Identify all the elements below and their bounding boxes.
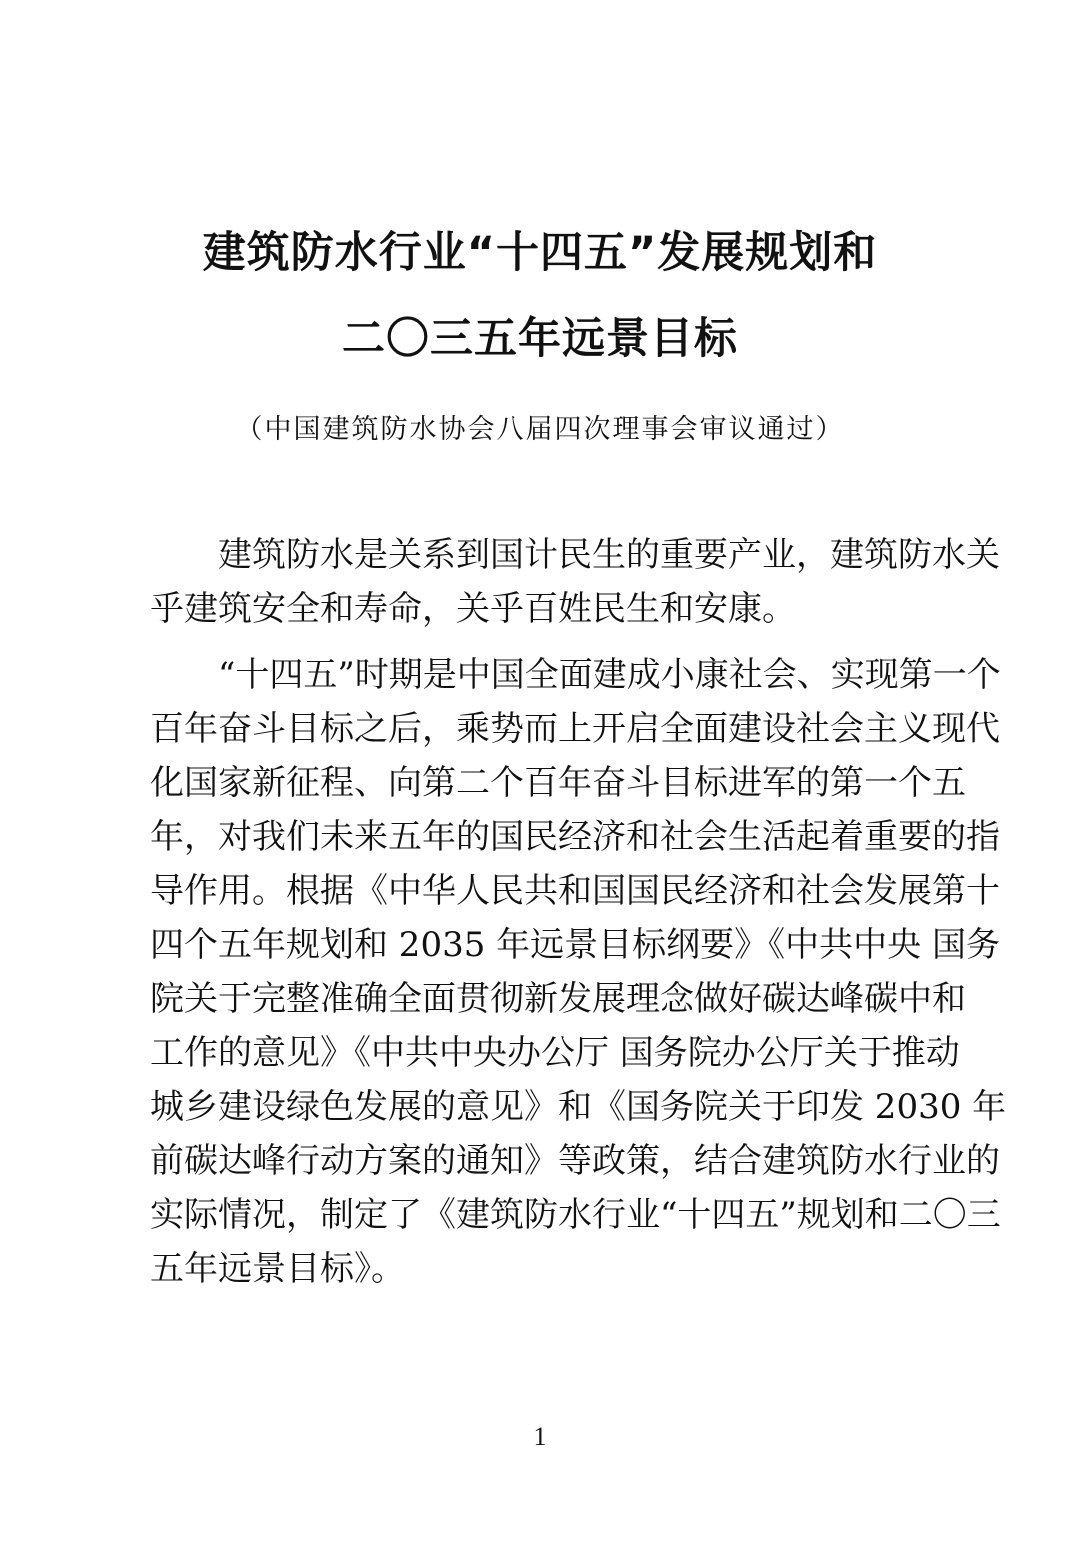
paragraph-1-line: 乎建筑安全和寿命，关乎百姓民生和安康。 [150,589,796,629]
paragraph-2-line: 四个五年规划和 2035 年远景目标纲要》《中共中央 国务 [150,925,1000,965]
paragraph-2-line: 导作用。根据《中华人民共和国国民经济和社会发展第十 [150,871,1000,911]
paragraph-2-line: 实际情况，制定了《建筑防水行业“十四五”规划和二〇三 [150,1195,1001,1235]
paragraph-2-line: 前碳达峰行动方案的通知》等政策，结合建筑防水行业的 [150,1141,1000,1181]
page-number: 1 [533,1422,547,1451]
paragraph-1-line: 建筑防水是关系到国计民生的重要产业，建筑防水关 [218,535,1000,575]
paragraph-2-line: 百年奋斗目标之后，乘势而上开启全面建设社会主义现代 [150,709,1000,749]
paragraph-2 [150,648,1007,1296]
paragraph-2-line: 年，对我们未来五年的国民经济和社会生活起着重要的指 [150,817,1000,857]
paragraph-2-line: “十四五”时期是中国全面建成小康社会、实现第一个 [218,655,1001,695]
document-subtitle: （中国建筑防水协会八届四次理事会审议通过） [235,414,845,445]
paragraph-2-line: 城乡建设绿色发展的意见》和《国务院关于印发 2030 年 [150,1087,1007,1127]
paragraph-1 [150,528,1000,636]
paragraph-2-line: 五年远景目标》。 [150,1249,405,1289]
paragraph-2-line: 院关于完整准确全面贯彻新发展理念做好碳达峰碳中和 [150,979,966,1019]
paragraph-2-line: 工作的意见》《中共中央办公厅 国务院办公厅关于推动 [150,1033,960,1073]
paragraph-2-line: 化国家新征程、向第二个百年奋斗目标进军的第一个五 [150,763,966,803]
document-title-line-1: 建筑防水行业“十四五”发展规划和 [202,228,878,278]
document-title-line-2: 二〇三五年远景目标 [342,314,738,364]
